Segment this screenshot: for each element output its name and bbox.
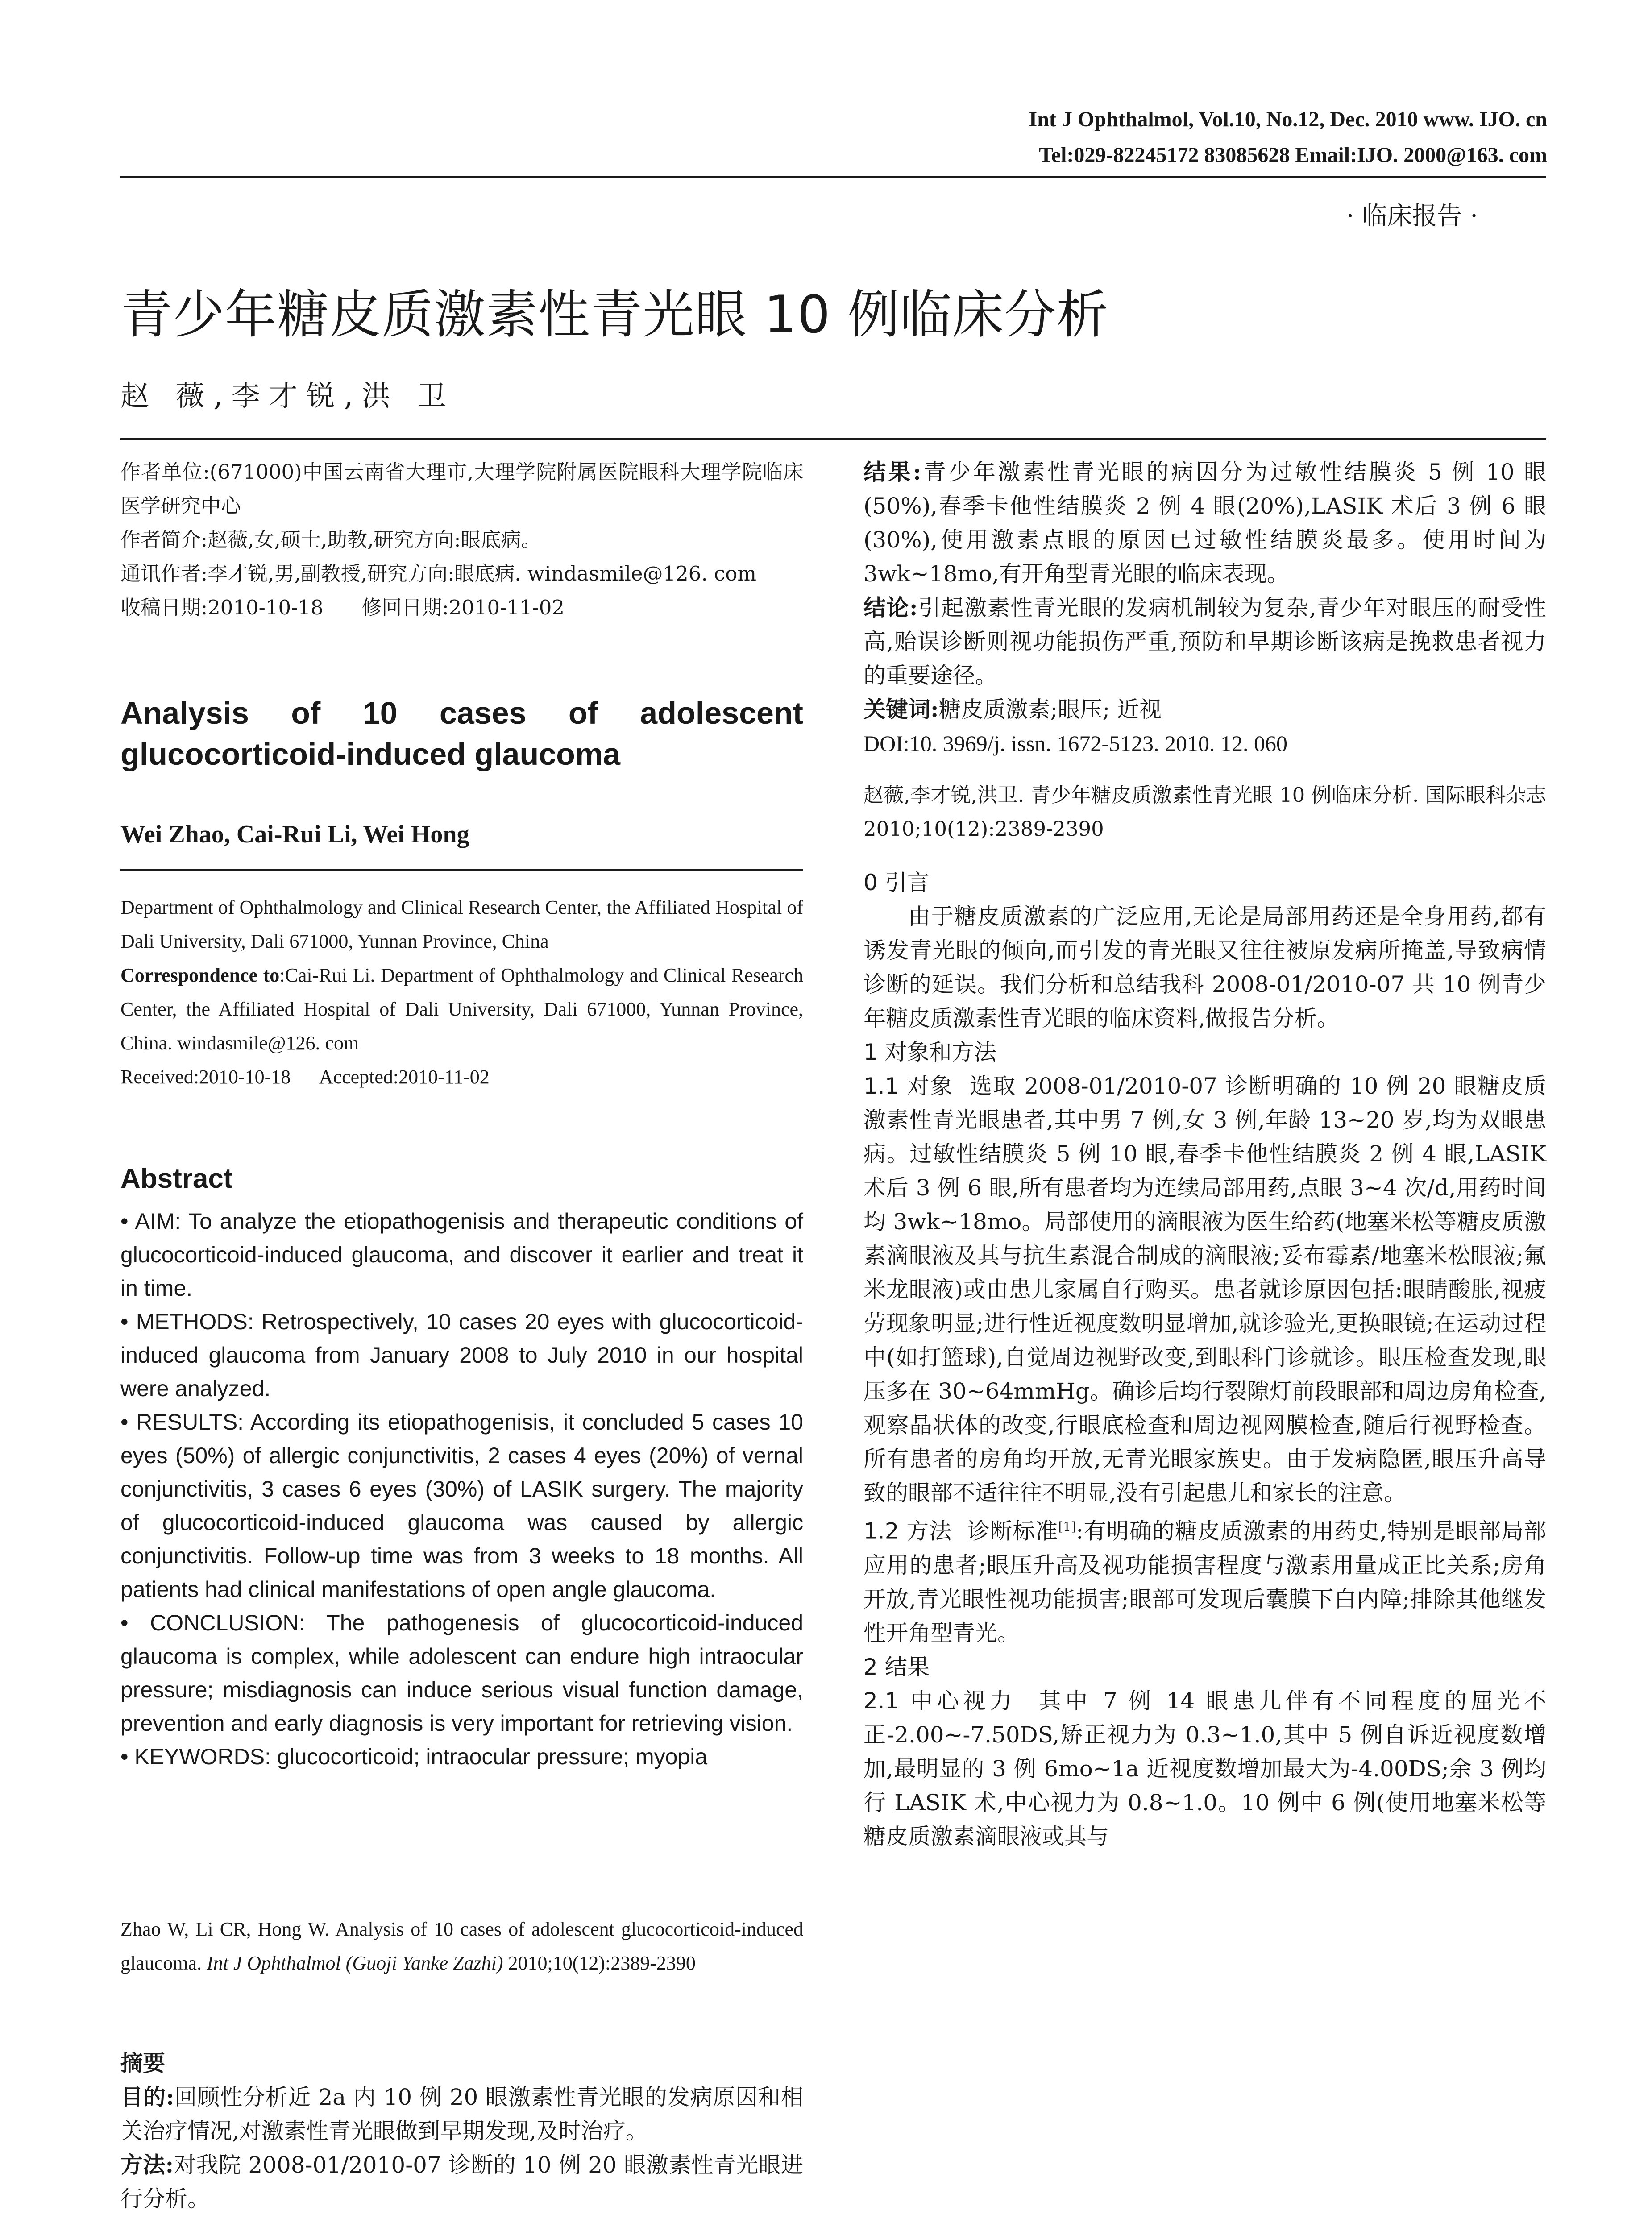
- abstract-cn-keywords-label: 关键词:: [863, 696, 939, 722]
- section-0-paragraph: 由于糖皮质激素的广泛应用,无论是局部用药还是全身用药,都有诱发青光眼的倾向,而引发的青光眼又往往被原发病所掩盖,导致病情诊断的延误。我们分析和总结我科 2008-01/2010-07 共 10 例青少年糖皮质激素性青光眼的临床资料,做报告分析。: [863, 904, 1546, 1031]
- citation-en: [120, 1912, 803, 1980]
- affiliation-en: Department of Ophthalmology and Clinical Research Center, the Affiliated Hospital of Dali University, Dali 671000, Yunnan Province, China: [120, 896, 803, 952]
- correspondence-label: Correspondence to: [120, 964, 280, 986]
- abstract-cn-keywords-text: 糖皮质激素;眼压; 近视: [938, 697, 1162, 722]
- abstract-methods: • METHODS: Retrospectively, 10 cases 20 eyes with glucocorticoid-induced glaucoma from January 2008 to July 2010 in our hospital were analyzed.: [120, 1309, 803, 1401]
- abstract-cn-conclusion: [863, 591, 1546, 693]
- citation-en-journal: Int J Ophthalmol (Guoji Yanke Zazhi): [207, 1952, 503, 1974]
- correspondence-en: [120, 958, 803, 1060]
- corresponding-cn: 通讯作者:李才锐,男,副教授,研究方向:眼底病. windasmile@126. com: [120, 562, 757, 585]
- section-1-1-text: 选取 2008-01/2010-07 诊断明确的 10 例 20 眼糖皮质激素性青光眼患者,其中男 7 例,女 3 例,年龄 13~20 岁,均为双眼患病。过敏性结膜炎 5 例 10 眼,春季卡他性结膜炎 2 例 4 眼,LASIK 术后 3 例 6 眼,所有患者均为连续局部用药,点眼 3~4 次/d,用药时间均 3wk~18mo。局部使用的滴眼液为医生给药(地塞米松等糖皮质激素滴眼液及其与抗生素混合制成的滴眼液;妥布霉素/地塞米松眼液;氟米龙眼液)或由患儿家属自行购买。患者就诊原因包括:眼睛酸胀,视疲劳现象明显;进行性近视度数明显增加,就诊验光,更换眼镜;在运动过程中(如打篮球),自觉周边视野改变,到眼科门诊就诊。眼压检查发现,眼压多在 30~64mmHg。确诊后均行裂隙灯前段眼部和周边房角检查,观察晶状体的改变,行眼底检查和周边视网膜检查,随后行视野检查。所有患者的房角均开放,无青光眼家族史。由于发病隐匿,眼压升高导致的眼部不适往往不明显,没有引起患儿和家长的注意。: [863, 1073, 1546, 1506]
- doi: DOI:10. 3969/j. issn. 1672-5123. 2010. 12. 060: [863, 731, 1287, 756]
- abstract-conclusion: • CONCLUSION: The pathogenesis of glucocorticoid-induced glaucoma is complex, while adolescent can endure high intraocular pressure; misdiagnosis can induce serious visual function damage, prevention and early diagnosis is very important for retrieving vision.: [120, 1610, 803, 1736]
- article-title-cn: 青少年糖皮质激素性青光眼 10 例临床分析: [120, 285, 1109, 345]
- section-1-2: [863, 1510, 1546, 1650]
- section-1-2-label: 1.2 方法: [863, 1518, 952, 1544]
- section-2-1-text: 其中 7 例 14 眼患儿伴有不同程度的屈光不正-2.00~-7.50DS,矫正视力为 0.3~1.0,其中 5 例自诉近视度数增加,最明显的 3 例 6mo~1a 近视度数增加最大为-4.00DS;余 3 例均行 LASIK 术,中心视力为 0.8~1.0。10 例中 6 例(使用地塞米松等糖皮质激素滴眼液或其与: [863, 1688, 1546, 1849]
- section-2-1: [863, 1684, 1546, 1854]
- section-2-heading: 2 结果: [863, 1654, 930, 1680]
- section-1-1: [863, 1069, 1546, 1510]
- right-column: [863, 455, 1546, 1854]
- dates-cn: 收稿日期:2010-10-18 修回日期:2010-11-02: [120, 596, 565, 619]
- abstract-aim: • AIM: To analyze the etiopathogenisis and therapeutic conditions of glucocorticoid-induced glaucoma, and discover it earlier and treat it in time.: [120, 1209, 803, 1301]
- abstract-cn-heading: 摘要: [120, 2050, 165, 2076]
- dates-en: Received:2010-10-18 Accepted:2010-11-02: [120, 1066, 490, 1088]
- abstract-heading: Abstract: [120, 1163, 233, 1194]
- left-column-meta: [120, 455, 803, 625]
- abstract-cn-keywords: [863, 693, 1546, 726]
- citation-ref-1: [1]: [1058, 1519, 1076, 1534]
- citation-en-pre: Zhao W, Li CR, Hong W. Analysis of 10 cases of adolescent glucocorticoid-induced glaucoma.: [120, 1918, 803, 1974]
- authors-cn: 赵 薇,李才锐,洪 卫: [120, 380, 455, 413]
- section-0-heading: 0 引言: [863, 870, 930, 896]
- section-1-2-text-a: 诊断标准: [967, 1518, 1058, 1544]
- citation-en-post: 2010;10(12):2389-2390: [503, 1952, 696, 1974]
- abstract-cn-conclusion-label: 结论:: [863, 594, 918, 621]
- abstract-cn-block: [120, 2046, 803, 2216]
- abstract-cn-conclusion-text: 引起激素性青光眼的发病机制较为复杂,青少年对眼压的耐受性高,贻误诊断则视功能损伤严重,预防和早期诊断该病是挽救患者视力的重要途径。: [863, 595, 1546, 688]
- english-affiliation-block: [120, 891, 803, 1094]
- authors-en-rule: [120, 869, 803, 871]
- citation-cn: 赵薇,李才锐,洪卫. 青少年糖皮质激素性青光眼 10 例临床分析. 国际眼科杂志 2010;10(12):2389-2390: [863, 783, 1546, 841]
- abstract-keywords: • KEYWORDS: glucocorticoid; intraocular pressure; myopia: [120, 1744, 708, 1769]
- section-1-1-label: 1.1 对象: [863, 1073, 954, 1099]
- correspondence-text: :Cai-Rui Li. Department of Ophthalmology and Clinical Research Center, the Affiliated Hospital of Dali University, Dali 671000, Yunnan Province, China. windasmile@126. com: [120, 964, 803, 1054]
- abstract-cn-methods-label: 方法:: [120, 2152, 174, 2178]
- section-2-1-label: 2.1 中心视力: [863, 1688, 1017, 1714]
- section-1-2-text-b: :有明确的糖皮质激素的用药史,特别是眼部局部应用的患者;眼压升高及视功能损害程度与激素用量成正比关系;房角开放,青光眼性视功能损害;眼部可发现后囊膜下白内障;排除其他继发性开角型青光。: [863, 1518, 1546, 1646]
- authors-en: Wei Zhao, Cai-Rui Li, Wei Hong: [120, 821, 469, 848]
- header-rule: [120, 176, 1546, 178]
- abstract-cn-aim-label: 目的:: [120, 2084, 174, 2110]
- section-1-heading: 1 对象和方法: [863, 1039, 996, 1065]
- abstract-cn-results: [863, 455, 1546, 591]
- journal-line: Int J Ophthalmol, Vol.10, No.12, Dec. 2010 www. IJO. cn: [1029, 108, 1547, 131]
- abstract-cn-results-text: 青少年激素性青光眼的病因分为过敏性结膜炎 5 例 10 眼(50%),春季卡他性结膜炎 2 例 4 眼(20%),LASIK 术后 3 例 6 眼(30%),使用激素点眼的原因已过敏性结膜炎最多。使用时间为 3wk~18mo,有开角型青光眼的临床表现。: [863, 459, 1546, 587]
- abstract-cn-methods-text: 对我院 2008-01/2010-07 诊断的 10 例 20 眼激素性青光眼进行分析。: [120, 2152, 803, 2212]
- author-intro-cn: 作者简介:赵薇,女,硕士,助教,研究方向:眼底病。: [120, 528, 541, 552]
- affiliation-cn: 作者单位:(671000)中国云南省大理市,大理学院附属医院眼科大理学院临床医学研究中心: [120, 460, 803, 518]
- contact-line: Tel:029-82245172 83085628 Email:IJO. 2000@163. com: [1039, 143, 1547, 167]
- abstract-cn-aim: [120, 2080, 803, 2148]
- abstract-results: • RESULTS: According its etiopathogenisis, it concluded 5 cases 10 eyes (50%) of allergic conjunctivitis, 2 cases 4 eyes (20%) of vernal conjunctivitis, 3 cases 6 eyes (30%) of LASIK surgery. The majority of glucocorticoid-induced glaucoma was caused by allergic conjunctivitis. Follow-up time was from 3 weeks to 18 months. All patients had clinical manifestations of open angle glaucoma.: [120, 1410, 803, 1602]
- abstract-cn-aim-text: 回顾性分析近 2a 内 10 例 20 眼激素性青光眼的发病原因和相关治疗情况,对激素性青光眼做到早期发现,及时治疗。: [120, 2084, 803, 2144]
- title-rule: [120, 438, 1546, 440]
- abstract-cn-methods: [120, 2148, 803, 2216]
- section-label: · 临床报告 ·: [1346, 202, 1478, 231]
- abstract-en-body: [120, 1205, 803, 1774]
- article-title-en: Analysis of 10 cases of adolescent glucocorticoid-induced glaucoma: [120, 696, 803, 771]
- abstract-cn-results-label: 结果:: [863, 459, 921, 485]
